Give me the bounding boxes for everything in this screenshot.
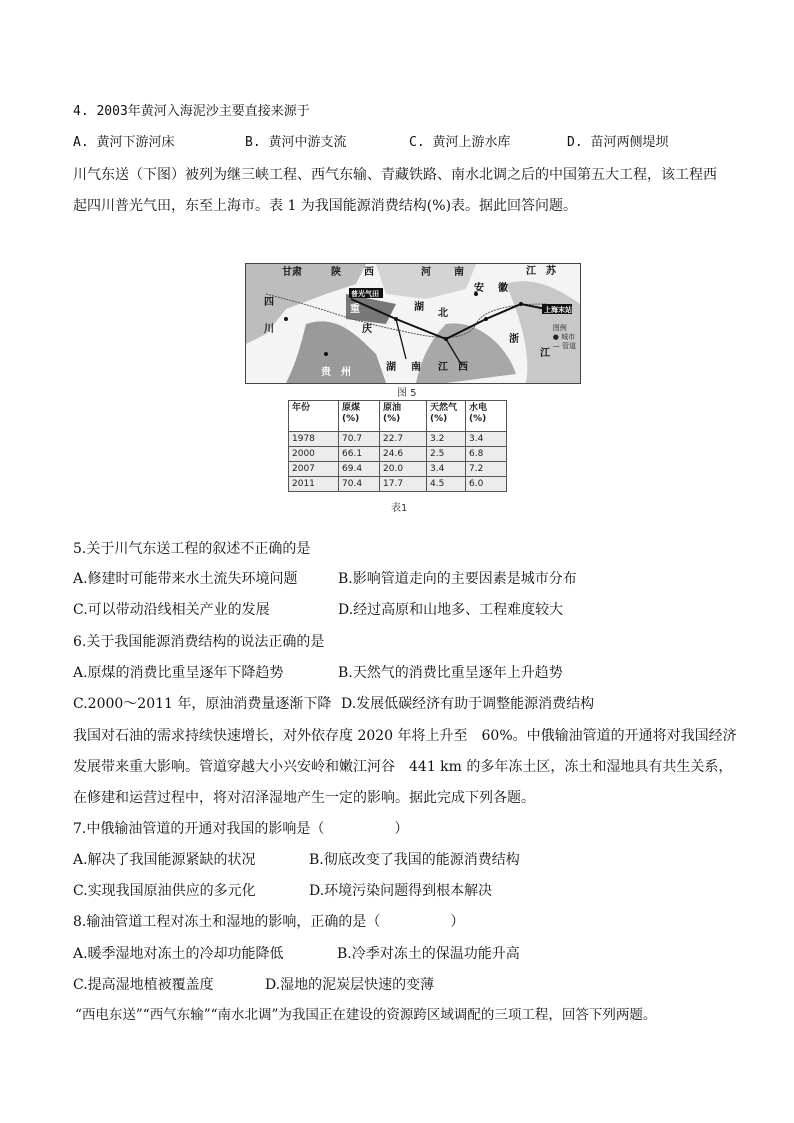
table-cell: 3.4: [466, 432, 507, 447]
map-label-shaan: 陕: [331, 267, 341, 278]
table-row: [289, 477, 507, 492]
table-header: 水电 (%): [466, 401, 507, 432]
city-dot: [394, 317, 398, 321]
table-cell: 7.2: [466, 462, 507, 477]
q6-stem: 6.关于我国能源消费结构的说法正确的是: [73, 634, 325, 650]
table-cell: 17.7: [380, 477, 427, 492]
intro2-line1: 我国对石油的需求持续快速增长，对外依存度 2020 年将上升至 60%。中俄输油管道的开通将对我国经济: [73, 728, 737, 744]
map-label-xi: 西: [364, 267, 374, 278]
table-cell: 4.5: [427, 477, 466, 492]
map-label-qing: 庆: [362, 324, 372, 335]
city-dot: [484, 317, 488, 321]
table-cell: 24.6: [380, 447, 427, 462]
q5-option-b[interactable]: B.影响管道走向的主要因素是城市分布: [338, 571, 577, 587]
table-row: [289, 432, 507, 447]
map-label-chuan: 川: [264, 324, 274, 335]
q4-option-c[interactable]: C. 黄河上游水库: [409, 135, 511, 150]
q4-option-d[interactable]: D. 苗河两侧堤坝: [567, 135, 669, 150]
intro1-line2: 起四川普光气田，东至上海市。表 1 为我国能源消费结构(%)表。据此回答问题。: [73, 198, 578, 214]
q7-option-a[interactable]: A.解决了我国能源紧缺的状况: [73, 852, 256, 868]
q4-stem: 4. 2003年黄河入海泥沙主要直接来源于: [73, 104, 310, 119]
table-cell: 70.4: [339, 477, 380, 492]
city-dot: [324, 352, 328, 356]
map-label-nan: 南: [454, 267, 464, 278]
map-label-end-station: 上海末站: [544, 306, 572, 314]
map-label-si: 四: [264, 297, 274, 308]
q7-stem-end: ）: [394, 821, 409, 837]
map-label-chong: 重: [350, 304, 360, 315]
q6-option-a[interactable]: A.原煤的消费比重呈逐年下降趋势: [73, 665, 284, 681]
table-cell: 66.1: [339, 447, 380, 462]
legend-pipe: 管道: [562, 342, 576, 350]
table-cell: 69.4: [339, 462, 380, 477]
map-label-jiang: 江: [526, 266, 536, 277]
map-legend: [553, 324, 576, 351]
table-header-row: [289, 401, 507, 432]
legend-city: 城市: [561, 333, 576, 341]
table-row: [289, 447, 507, 462]
table-cell: 2000: [289, 447, 339, 462]
q6-option-c[interactable]: C.2000～2011 年，原油消费量逐渐下降: [73, 696, 332, 712]
table-header: 年份: [289, 401, 339, 432]
map-label-zhou: 州: [341, 367, 351, 378]
table-header: 原煤 (%): [339, 401, 380, 432]
map-label-he: 河: [421, 267, 431, 278]
map-label-bei: 北: [438, 308, 448, 319]
map-label-jiang2: 江: [438, 362, 448, 373]
map-label-hui: 徽: [498, 283, 508, 294]
q5-stem: 5.关于川气东送工程的叙述不正确的是: [73, 541, 311, 557]
map-label-nan2: 南: [411, 362, 421, 373]
legend-title: 图例: [552, 324, 567, 332]
map-label-xi2: 西: [458, 362, 468, 373]
q6-option-d[interactable]: D.发展低碳经济有助于调整能源消费结构: [341, 696, 595, 712]
table-cell: 1978: [289, 432, 339, 447]
q5-option-c[interactable]: C.可以带动沿线相关产业的发展: [73, 602, 270, 618]
intro1-line1: 川气东送（下图）被列为继三峡工程、西气东输、青藏铁路、南水北调之后的中国第五大工程，该工程西: [73, 167, 717, 183]
q8-stem: 8.输油管道工程对冻土和湿地的影响，正确的是（: [73, 914, 381, 930]
q4-option-b[interactable]: B. 黄河中游支流: [245, 135, 347, 150]
table-cell: 22.7: [380, 432, 427, 447]
energy-consumption-table: [288, 400, 507, 492]
map-label-gui: 贵: [321, 367, 331, 378]
table-header: 天然气 (%): [427, 401, 466, 432]
map-label-jiang3: 江: [540, 348, 550, 359]
q5-option-d[interactable]: D.经过高原和山地多、工程难度较大: [338, 602, 564, 618]
legend-pipe-row: — 管道: [552, 342, 576, 350]
q7-stem: 7.中俄输油管道的开通对我国的影响是（: [73, 821, 325, 837]
q7-option-d[interactable]: D.环境污染问题得到根本解决: [309, 883, 493, 899]
table-cell: 3.2: [427, 432, 466, 447]
city-dot: [284, 317, 288, 321]
map-label-gansu: 甘肃: [282, 267, 302, 278]
q7-stem-row: [73, 820, 408, 838]
map-label-hu: 湖: [414, 302, 424, 313]
intro2-line3: 在修建和运营过程中，将对沼泽湿地产生一定的影响。据此完成下列各题。: [73, 790, 535, 806]
intro3-line1: “西电东送”“西气东输”“南水北调”为我国正在建设的资源跨区域调配的三项工程，回答下列两题。: [75, 1007, 657, 1023]
table-row: [289, 462, 507, 477]
intro2-line2: 发展带来重大影响。管道穿越大小兴安岭和嫩江河谷 441 km 的多年冻土区，冻土和湿地具有共生关系，: [73, 759, 733, 775]
q5-option-a[interactable]: A.修建时可能带来水土流失环境问题: [73, 571, 298, 587]
map-label-hu2: 湖: [386, 362, 396, 373]
table-cell: 2.5: [427, 447, 466, 462]
map-label-su: 苏: [546, 266, 556, 277]
q4-option-a[interactable]: A. 黄河下游河床: [73, 135, 175, 150]
table-header: 原油 (%): [380, 401, 427, 432]
table-caption: 表1: [391, 503, 408, 514]
map-label-an: 安: [474, 283, 484, 294]
q7-option-b[interactable]: B.彻底改变了我国的能源消费结构: [309, 852, 520, 868]
legend-city-row: ● 城市: [552, 333, 576, 341]
q8-option-a[interactable]: A.暖季湿地对冻土的冷却功能降低: [73, 946, 284, 962]
map-caption: 图 5: [397, 388, 417, 399]
map-label-start-station: 普光气田: [351, 290, 379, 298]
table-cell: 3.4: [427, 462, 466, 477]
q8-option-c[interactable]: C.提高湿地植被覆盖度: [73, 977, 214, 993]
q8-option-d[interactable]: D.湿地的泥炭层快速的变薄: [265, 977, 435, 993]
table-cell: 6.0: [466, 477, 507, 492]
q8-option-b[interactable]: B.冷季对冻土的保温功能升高: [337, 946, 520, 962]
table-cell: 2011: [289, 477, 339, 492]
table-cell: 20.0: [380, 462, 427, 477]
table-cell: 6.8: [466, 447, 507, 462]
q6-option-b[interactable]: B.天然气的消费比重呈逐年上升趋势: [338, 665, 563, 681]
q7-option-c[interactable]: C.实现我国原油供应的多元化: [73, 883, 256, 899]
q8-stem-row: [73, 913, 464, 931]
table-cell: 2007: [289, 462, 339, 477]
map-label-zhe: 浙: [509, 334, 519, 345]
city-dot: [519, 302, 523, 306]
pipeline-map: [245, 263, 581, 384]
city-dot: [444, 337, 448, 341]
table-cell: 70.7: [339, 432, 380, 447]
q8-stem-end: ）: [450, 914, 465, 930]
